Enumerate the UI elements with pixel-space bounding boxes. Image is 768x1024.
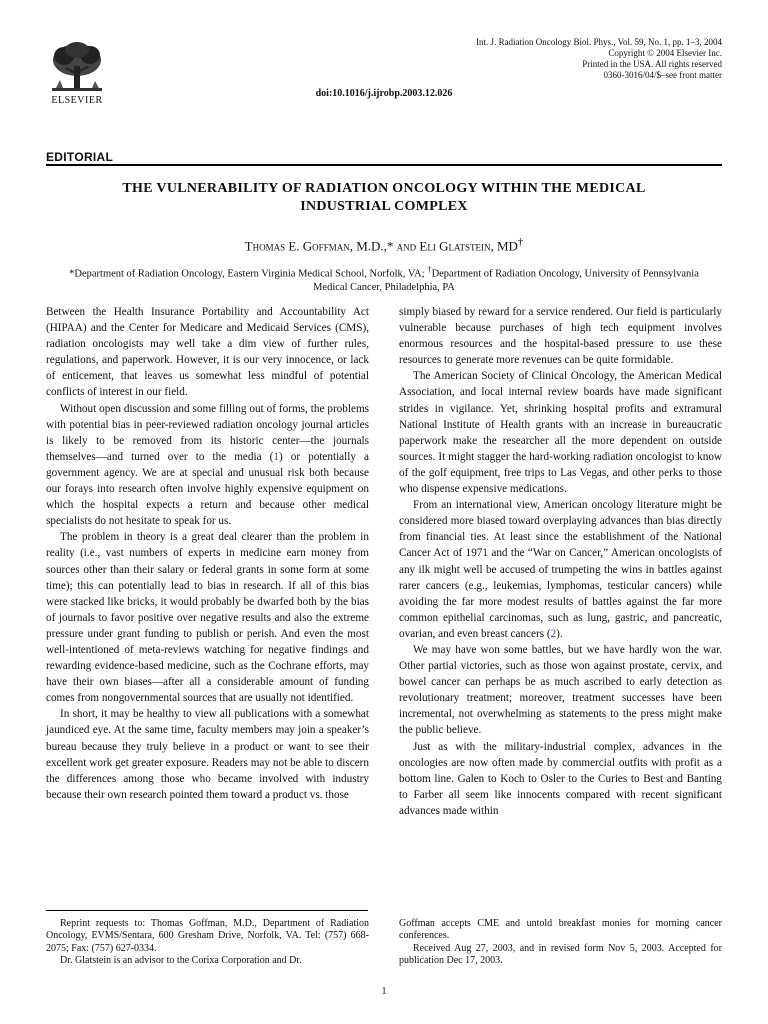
journal-citation xyxy=(476,37,722,81)
publisher-name: ELSEVIER xyxy=(51,95,103,106)
footnote: Dr. Glatstein is an advisor to the Corixa Corporation and Dr. xyxy=(60,955,302,967)
paragraph: The problem in theory is a great deal clearer than the problem in reality (i.e., vast numbers of experts in medicine earn money from sources other than their salary or federal grants in some form at some time); this can potentially lead to bias in research. If all of this bias were stacked like bricks, it would probably be dwarfed both by the bias of journals to favor positive over negative results and also the extreme pressure under grant funding to publish or perish. And even the most well-intentioned of meta-reviews watching for negative findings and rewarding evidence-based medicine, such as the Cochrane efforts, may have their own biases—after all a considerable amount of funding comes from nongovernmental sources that are usually not identified. xyxy=(46,531,369,705)
paragraph: In short, it may be healthy to view all publications with a somewhat jaundiced eye. At the same time, faculty members may join a speaker’s bureau because they truly believe in a product or want to see their excellent work get greater exposure. Readers may not be able to discern the differences among those who became involved with industry because their own research pointed them toward a product vs. those xyxy=(46,708,369,801)
paragraph: Between the Health Insurance Portability and Accountability Act (HIPAA) and the Center for Medicare and Medicaid Services (CMS), radiation oncologists may well take a dim view of further rules, regulations, and paperwork. However, it is our very innocence, or lack of enticement, that leaves us somewhat less mindful of potential conflicts of interest in our field. xyxy=(46,306,369,399)
author-line xyxy=(0,236,768,254)
citation-line: Int. J. Radiation Oncology Biol. Phys., Vol. 59, No. 1, pp. 1–3, 2004 xyxy=(476,37,722,47)
paragraph-text: From an international view, American oncology literature might be considered more biased toward overplaying advances than bias directly from financial ties. At least since the establishment of the National Cancer Act of 1971 and the “War on Cancer,” American oncologists of any ilk might well be accused of trumpeting the wins in battles against rarer cancers (e.g., leukemias, lymphomas, testicular cancers) while avoiding the far more modest results of battles against the far more common epithelial carcinomas, such as lung, gastric, and pancreatic, ovarian, and even breast cancers ( xyxy=(399,499,722,640)
reference-link-2[interactable]: 2 xyxy=(550,627,557,640)
page-number: 1 xyxy=(381,986,387,997)
footnote-rule xyxy=(46,910,368,911)
paragraph-text: Without open discussion and some filling out of forms, the problems with potential bias in peer-reviewed radiation oncology journal articles is likely to be removed from its historic center—the journals themselves—and turned over to the media ( xyxy=(46,402,369,463)
doi[interactable]: doi:10.1016/j.ijrobp.2003.12.026 xyxy=(315,88,453,99)
citation-line: 0360-3016/04/$–see front matter xyxy=(603,70,722,80)
body-column-right xyxy=(399,304,722,819)
footnote: Reprint requests to: Thomas Goffman, M.D., Department of Radiation Oncology, EVMS/Sentara, 600 Gresham Drive, Norfolk, VA. Tel: (757) 668-2075; Fax: (757) 627-0334. xyxy=(46,918,369,954)
footnotes-right xyxy=(399,918,722,968)
citation-line: Printed in the USA. All rights reserved xyxy=(582,59,722,69)
paragraph: The American Society of Clinical Oncology, the American Medical Association, and local internal review boards have made significant strides in vigilance. Yet, shrinking hospital profits and extramural National Institute of Health grants with an increase in bureaucratic paperwork make the researcher all the more dependent on outside sources. It might stagger the hard-working radiation oncologist to know of the golf equipment, free trips to Las Vegas, and other perks to those who dispense expensive medications. xyxy=(399,370,722,496)
paragraph-text: ). xyxy=(556,627,563,640)
author-1[interactable]: Thomas E. Goffman, M.D.,* xyxy=(244,238,394,254)
paragraph-text: ) or potentially a government agency. We are at special and unusual risk both because our forays into research often involve highly expensive equipment on which the hospital expects a return and because other medical specialists do not hesitate to speak for us. xyxy=(46,450,369,528)
citation-line: Copyright © 2004 Elsevier Inc. xyxy=(608,48,722,58)
author-2-mark: † xyxy=(517,236,524,248)
author-joiner: and xyxy=(393,238,420,254)
affiliation-1: *Department of Radiation Oncology, Eastern Virginia Medical School, Norfolk, VA; xyxy=(69,268,428,280)
body-column-left xyxy=(46,304,369,803)
paragraph: simply biased by reward for a service rendered. Our field is particularly vulnerable because purchases of high tech equipment involves enormous resources and the hospital-based pressure to use these resources to generate more revenues can be quite formidable. xyxy=(399,306,722,367)
section-label: EDITORIAL xyxy=(46,150,114,164)
author-2[interactable]: Eli Glatstein, MD xyxy=(419,238,518,254)
affiliation-2: Department of Radiation Oncology, University of Pennsylvania Medical Cancer, Philadelphia, PA xyxy=(313,268,699,293)
affiliation-mark: † xyxy=(427,264,432,274)
paragraph: We may have won some battles, but we have hardly won the war. Other partial victories, such as those won against prostate, cervix, and bowel cancer can perhaps be as much ascribed to early detection as revolutionary treatment; moreover, treatment successes have been incremental, not overwhelming as statements to the press might make the public believe. xyxy=(399,643,722,737)
affiliations xyxy=(60,263,708,294)
footnotes-left xyxy=(46,918,369,968)
reference-link-1[interactable]: 1 xyxy=(273,450,279,463)
paragraph xyxy=(46,401,369,530)
footnote: Goffman accepts CME and untold breakfast monies for morning cancer conferences. xyxy=(399,918,722,942)
paragraph xyxy=(399,497,722,642)
paragraph: Just as with the military-industrial complex, advances in the oncologies are now often made by commercial outfits with profit as a bottom line. Galen to Koch to Osler to the Curies to Best and Banting to Farber all seem like innocents compared with recent significant advances made within xyxy=(399,740,722,817)
section-rule xyxy=(46,164,722,166)
article-title: THE VULNERABILITY OF RADIATION ONCOLOGY WITHIN THE MEDICAL INDUSTRIAL COMPLEX xyxy=(122,181,646,214)
footnote: Received Aug 27, 2003, and in revised form Nov 5, 2003. Accepted for publication Dec 17, 2003. xyxy=(399,942,722,967)
